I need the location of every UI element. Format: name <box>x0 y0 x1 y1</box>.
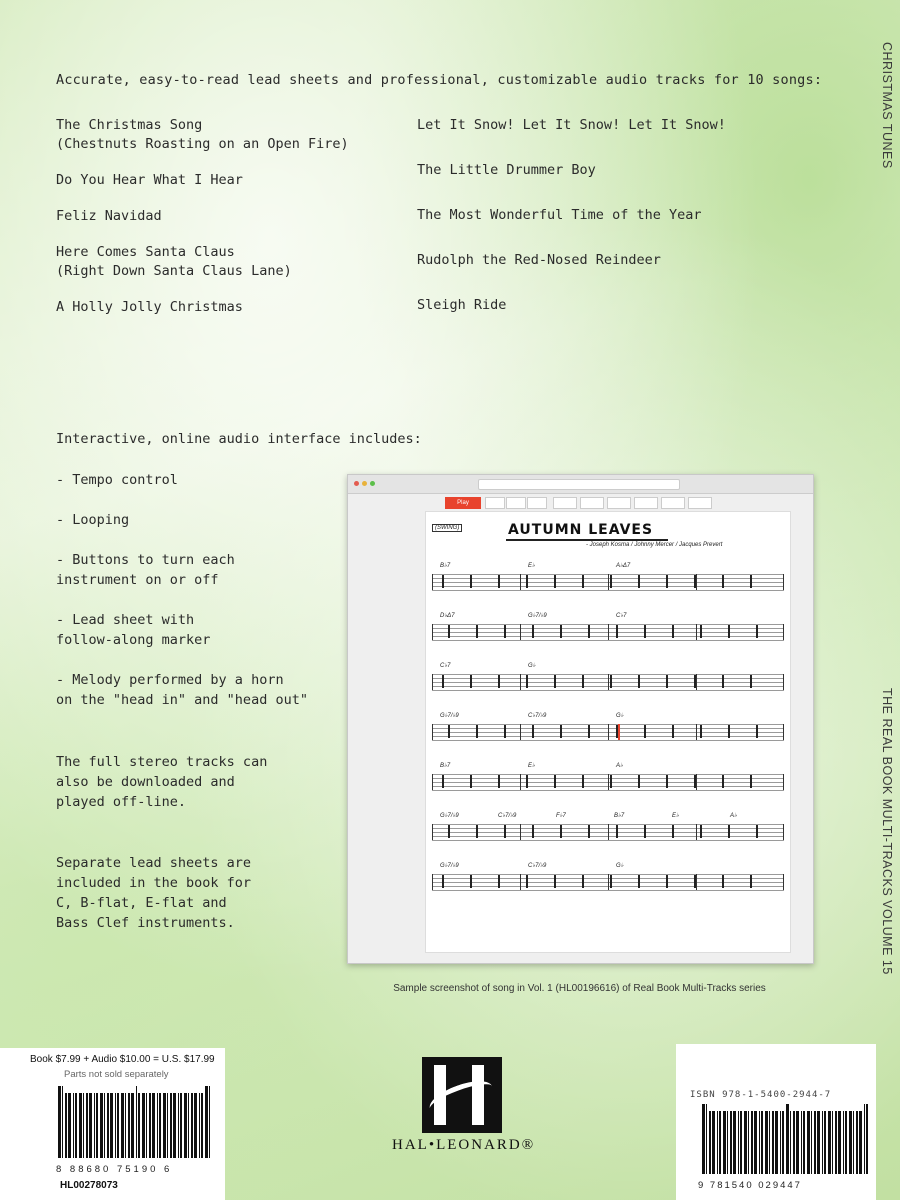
publisher-logo <box>392 1057 536 1154</box>
music-note <box>588 625 590 638</box>
music-note <box>672 625 674 638</box>
music-note <box>582 775 584 788</box>
music-note <box>728 725 730 738</box>
music-note <box>616 625 618 638</box>
song-title: A Holly Jolly Christmas <box>56 299 243 315</box>
song-list-right <box>417 116 777 341</box>
music-note <box>532 825 534 838</box>
feature-line: - Lead sheet with <box>56 612 195 628</box>
chord-symbol: G♭7/♭9 <box>440 813 459 819</box>
chord-symbol: G♭ <box>528 663 536 669</box>
music-note <box>532 725 534 738</box>
music-note <box>644 725 646 738</box>
music-staff <box>432 674 784 690</box>
music-note <box>554 775 556 788</box>
toolbar-button <box>634 497 658 509</box>
feature-item <box>56 470 326 490</box>
toolbar-button <box>527 497 547 509</box>
music-note <box>526 575 528 588</box>
chord-symbol: E♭ <box>528 763 535 769</box>
chord-symbol: C♭7 <box>616 613 627 619</box>
music-note <box>470 575 472 588</box>
music-note <box>750 575 752 588</box>
music-note <box>470 775 472 788</box>
chord-symbol: C♭7/♭9 <box>528 863 547 869</box>
music-note <box>638 875 640 888</box>
music-note <box>554 875 556 888</box>
publisher-name: HAL•LEONARD® <box>392 1137 536 1153</box>
feature-line: - Melody performed by a horn <box>56 672 284 688</box>
player-toolbar <box>348 497 813 511</box>
music-note <box>610 675 612 688</box>
music-note <box>476 725 478 738</box>
chord-symbol: B♭7 <box>440 763 451 769</box>
isbn-label: ISBN 978-1-5400-2944-7 <box>690 1090 832 1100</box>
music-note <box>448 825 450 838</box>
sheet-title: AUTUMN LEAVES <box>508 522 654 538</box>
upc-number: 8 88680 75190 6 <box>56 1164 173 1175</box>
spine-series-title: CHRISTMAS TUNES <box>880 42 894 169</box>
music-note <box>700 625 702 638</box>
music-note <box>750 875 752 888</box>
intro-text: Accurate, easy-to-read lead sheets and professional, customizable audio tracks for 10 songs: <box>56 72 823 88</box>
song-item <box>56 298 396 317</box>
zoom-dot-icon <box>370 481 375 486</box>
music-note <box>610 875 612 888</box>
music-note <box>476 825 478 838</box>
toolbar-button <box>506 497 526 509</box>
toolbar-button <box>553 497 577 509</box>
music-note <box>700 825 702 838</box>
text-line: C, B-flat, E-flat and <box>56 895 227 911</box>
music-note <box>694 675 696 688</box>
music-note <box>560 825 562 838</box>
chord-symbol: G♭ <box>616 863 624 869</box>
chord-symbol: E♭ <box>528 563 535 569</box>
music-note <box>498 675 500 688</box>
music-staff <box>432 724 784 740</box>
chord-symbol: C♭7 <box>440 663 451 669</box>
music-note <box>666 775 668 788</box>
music-note <box>750 775 752 788</box>
music-note <box>638 675 640 688</box>
text-line: also be downloaded and <box>56 774 235 790</box>
music-note <box>666 575 668 588</box>
song-item <box>56 116 396 154</box>
music-note <box>470 875 472 888</box>
song-item <box>56 243 396 281</box>
song-subtitle: (Right Down Santa Claus Lane) <box>56 263 292 279</box>
music-note <box>588 725 590 738</box>
music-note <box>582 575 584 588</box>
music-note <box>666 875 668 888</box>
toolbar-button <box>485 497 505 509</box>
follow-along-marker <box>618 724 620 740</box>
music-note <box>448 625 450 638</box>
music-note <box>610 775 612 788</box>
song-title: Here Comes Santa Claus <box>56 244 235 260</box>
music-staff <box>432 824 784 840</box>
upc-barcode <box>58 1086 212 1158</box>
music-note <box>638 775 640 788</box>
chord-symbol: B♭7 <box>614 813 625 819</box>
music-note <box>498 875 500 888</box>
feature-item <box>56 610 326 650</box>
feature-line: - Looping <box>56 512 130 528</box>
song-item: The Most Wonderful Time of the Year <box>417 207 702 223</box>
music-note <box>672 725 674 738</box>
music-note <box>616 825 618 838</box>
music-note <box>694 775 696 788</box>
song-item: Sleigh Ride <box>417 297 507 313</box>
music-note <box>722 775 724 788</box>
music-note <box>448 725 450 738</box>
music-note <box>582 675 584 688</box>
music-note <box>644 825 646 838</box>
toolbar-button <box>580 497 604 509</box>
music-note <box>554 575 556 588</box>
music-note <box>442 875 444 888</box>
toolbar-button <box>607 497 631 509</box>
composer-credit: - Joseph Kosma / Johnny Mercer / Jacques Prevert <box>586 542 723 548</box>
music-note <box>526 875 528 888</box>
music-note <box>504 625 506 638</box>
chord-symbol: D♭Δ7 <box>440 613 455 619</box>
chord-symbol: C♭7/♭9 <box>498 813 517 819</box>
text-line: The full stereo tracks can <box>56 754 268 770</box>
isbn-panel <box>676 1044 876 1200</box>
play-button: Play <box>445 497 481 509</box>
lead-sheet <box>425 511 791 953</box>
song-item: Let It Snow! Let It Snow! Let It Snow! <box>417 117 726 133</box>
music-note <box>728 625 730 638</box>
isbn-barcode <box>702 1104 870 1174</box>
music-staff <box>432 574 784 590</box>
music-note <box>582 875 584 888</box>
feature-line: - Tempo control <box>56 472 178 488</box>
music-note <box>750 675 752 688</box>
tempo-label: (SWING) <box>432 524 462 532</box>
song-item <box>56 207 396 226</box>
music-note <box>442 775 444 788</box>
product-code: HL00278073 <box>60 1180 118 1191</box>
price-panel <box>0 1048 225 1200</box>
chord-symbol: E♭ <box>672 813 679 819</box>
music-note <box>722 575 724 588</box>
title-underline <box>506 539 668 541</box>
minimize-dot-icon <box>362 481 367 486</box>
feature-list <box>56 470 326 730</box>
price-text: Book $7.99 + Audio $10.00 = U.S. $17.99 <box>30 1054 215 1065</box>
song-title: Do You Hear What I Hear <box>56 172 243 188</box>
chord-symbol: G♭7/♭9 <box>440 863 459 869</box>
feature-line: on the "head in" and "head out" <box>56 692 308 708</box>
music-note <box>476 625 478 638</box>
music-note <box>526 675 528 688</box>
music-note <box>722 675 724 688</box>
toolbar-button <box>688 497 712 509</box>
chord-symbol: A♭ <box>730 813 737 819</box>
music-note <box>504 725 506 738</box>
music-note <box>588 825 590 838</box>
text-line: played off-line. <box>56 794 187 810</box>
music-note <box>532 625 534 638</box>
music-note <box>526 775 528 788</box>
text-line: Separate lead sheets are <box>56 855 252 871</box>
music-note <box>504 825 506 838</box>
browser-title-bar <box>348 475 813 494</box>
music-note <box>756 825 758 838</box>
close-dot-icon <box>354 481 359 486</box>
chord-symbol: C♭7/♭9 <box>528 713 547 719</box>
screenshot-caption: Sample screenshot of song in Vol. 1 (HL00196616) of Real Book Multi-Tracks series <box>393 983 766 994</box>
toolbar-button <box>661 497 685 509</box>
music-note <box>554 675 556 688</box>
chord-symbol: B♭7 <box>440 563 451 569</box>
music-note <box>756 725 758 738</box>
chord-symbol: F♭7 <box>556 813 566 819</box>
spine-volume-title: THE REAL BOOK MULTI-TRACKS VOLUME 15 <box>880 688 894 975</box>
feature-line: follow-along marker <box>56 632 211 648</box>
music-note <box>638 575 640 588</box>
feature-line: - Buttons to turn each <box>56 552 235 568</box>
music-note <box>722 875 724 888</box>
text-line: included in the book for <box>56 875 252 891</box>
feature-line: instrument on or off <box>56 572 219 588</box>
music-note <box>470 675 472 688</box>
text-line: Bass Clef instruments. <box>56 915 235 931</box>
music-note <box>644 625 646 638</box>
chord-symbol: G♭ <box>616 713 624 719</box>
address-bar <box>478 479 680 490</box>
music-note <box>560 725 562 738</box>
sample-screenshot <box>347 474 814 964</box>
chord-symbol: A♭Δ7 <box>616 563 631 569</box>
song-title: The Christmas Song <box>56 117 203 133</box>
parts-note: Parts not sold separately <box>64 1069 169 1080</box>
music-note <box>498 775 500 788</box>
music-note <box>666 675 668 688</box>
music-staff <box>432 774 784 790</box>
download-note <box>56 752 296 812</box>
chord-symbol: G♭7/♭9 <box>528 613 547 619</box>
music-note <box>756 625 758 638</box>
music-note <box>694 875 696 888</box>
music-note <box>442 675 444 688</box>
song-title: Feliz Navidad <box>56 208 162 224</box>
music-note <box>700 725 702 738</box>
song-item: The Little Drummer Boy <box>417 162 596 178</box>
chord-symbol: G♭7/♭9 <box>440 713 459 719</box>
music-note <box>560 625 562 638</box>
music-note <box>610 575 612 588</box>
music-note <box>728 825 730 838</box>
music-staff <box>432 624 784 640</box>
song-list-left <box>56 116 396 334</box>
isbn-number: 9 781540 029447 <box>698 1180 802 1191</box>
song-item <box>56 171 396 190</box>
feature-item <box>56 670 326 710</box>
chord-symbol: A♭ <box>616 763 623 769</box>
feature-item <box>56 510 326 530</box>
song-subtitle: (Chestnuts Roasting on an Open Fire) <box>56 136 349 152</box>
lead-sheet-note <box>56 853 296 933</box>
music-staff <box>432 874 784 890</box>
music-note <box>498 575 500 588</box>
features-heading: Interactive, online audio interface includes: <box>56 431 422 447</box>
music-note <box>694 575 696 588</box>
song-item: Rudolph the Red-Nosed Reindeer <box>417 252 661 268</box>
hal-leonard-logo-icon <box>422 1057 502 1133</box>
music-note <box>672 825 674 838</box>
music-note <box>442 575 444 588</box>
feature-item <box>56 550 326 590</box>
